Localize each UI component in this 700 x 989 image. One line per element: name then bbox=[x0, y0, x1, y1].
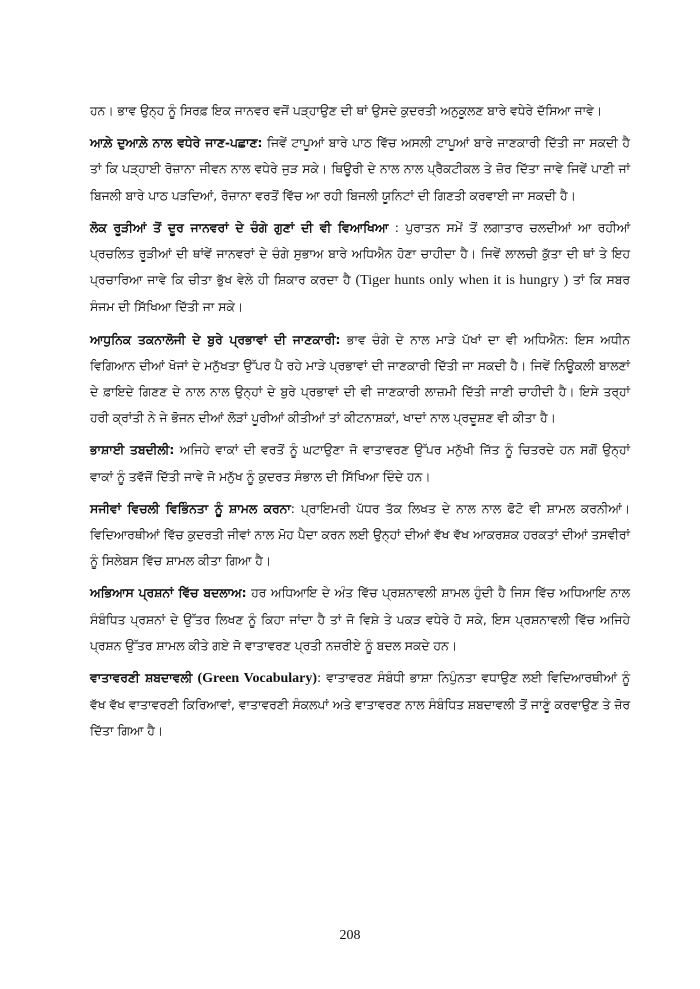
paragraph-text: : ਪ੍ਰਾਇਮਰੀ ਪੱਧਰ ਤੱਕ ਲਿਖਤ ਦੇ ਨਾਲ ਨਾਲ ਫੋਟੋ ਵੀ ਸ਼ਾਮਲ ਕਰਨੀਆਂ। ਵਿਦਿਆਰਥੀਆਂ ਵਿੱਚ ਕੁਦਰਤੀ ਜੀਵਾਂ ਨਾਲ ਮੋਹ ਪੈਦਾ ਕਰਨ ਲਈ ਉਨ੍ਹਾਂ ਦੀਆਂ ਵੱਖ ਵੱਖ ਆਕਰਸ਼ਕ ਹਰਕਤਾਂ ਦੀਆਂ ਤਸਵੀਰਾਂ ਨੂੰ ਸਿਲੇਬਸ ਵਿੱਚ ਸ਼ਾਮਲ ਕੀਤਾ ਗਿਆ ਹੈ। bbox=[90, 501, 630, 569]
paragraph-biodiversity bbox=[90, 496, 630, 575]
paragraph-exercise-questions bbox=[90, 580, 630, 659]
paragraph-text: ਜਿਵੇਂ ਟਾਪੂਆਂ ਬਾਰੇ ਪਾਠ ਵਿੱਚ ਅਸਲੀ ਟਾਪੂਆਂ ਬਾਰੇ ਜਾਣਕਾਰੀ ਦਿੱਤੀ ਜਾ ਸਕਦੀ ਹੈ ਤਾਂ ਕਿ ਪੜ੍ਹਾਈ ਰੋਜ਼ਾਨਾ ਜੀਵਨ ਨਾਲ ਵਧੇਰੇ ਜੁੜ ਸਕੇ। ਥਿਊਰੀ ਦੇ ਨਾਲ ਨਾਲ ਪ੍ਰੈਕਟੀਕਲ ਤੇ ਜ਼ੋਰ ਦਿੱਤਾ ਜਾਵੇ ਜਿਵੇਂ ਪਾਣੀ ਜਾਂ ਬਿਜਲੀ ਬਾਰੇ ਪਾਠ ਪੜਦਿਆਂ, ਰੋਜ਼ਾਨਾ ਵਰਤੋਂ ਵਿੱਚ ਆ ਰਹੀ ਬਿਜਲੀ ਯੂਨਿਟਾਂ ਦੀ ਗਿਣਤੀ ਕਰਵਾਈ ਜਾ ਸਕਦੀ ਹੈ। bbox=[90, 136, 630, 203]
paragraph-heading: ਆਲ਼ੇ ਦੁਆਲ਼ੇ ਨਾਲ ਵਧੇਰੇ ਜਾਣ-ਪਛਾਣ: bbox=[90, 136, 263, 151]
paragraph-language-change bbox=[90, 437, 630, 489]
paragraph-surroundings bbox=[90, 130, 630, 209]
paragraph-animal-qualities bbox=[90, 215, 630, 321]
body-text bbox=[90, 98, 630, 751]
paragraph-text: ਭਾਵ ਚੰਗੇ ਦੇ ਨਾਲ ਮਾੜੇ ਪੱਖਾਂ ਦਾ ਵੀ ਅਧਿਐਨ: ਇਸ ਅਧੀਨ ਵਿਗਿਆਨ ਦੀਆਂ ਖੋਜਾਂ ਦੇ ਮਨੁੱਖਤਾ ਉੱਪਰ ਪੈ ਰਹੇ ਮਾੜੇ ਪ੍ਰਭਾਵਾਂ ਦੀ ਜਾਣਕਾਰੀ ਦਿੱਤੀ ਜਾ ਸਕਦੀ ਹੈ। ਜਿਵੇਂ ਨਿਊਕਲੀ ਬਾਲਣਾਂ ਦੇ ਫ਼ਾਇਦੇ ਗਿਣਣ ਦੇ ਨਾਲ ਨਾਲ ਉਨ੍ਹਾਂ ਦੇ ਬੁਰੇ ਪ੍ਰਭਾਵਾਂ ਦੀ ਵੀ ਜਾਣਕਾਰੀ ਲਾਜ਼ਮੀ ਦਿੱਤੀ ਜਾਣੀ ਚਾਹੀਦੀ ਹੈ। ਇਸੇ ਤਰ੍ਹਾਂ ਹਰੀ ਕ੍ਰਾਂਤੀ ਨੇ ਜੇ ਭੋਜਨ ਦੀਆਂ ਲੋੜਾਂ ਪੂਰੀਆਂ ਕੀਤੀਆਂ ਤਾਂ ਕੀਟਨਾਸ਼ਕਾਂ, ਖਾਦਾਂ ਨਾਲ ਪ੍ਰਦੂਸ਼ਣ ਵੀ ਕੀਤਾ ਹੈ। bbox=[90, 332, 630, 426]
paragraph-heading: ਸਜੀਵਾਂ ਵਿਚਲੀ ਵਿਭਿੰਨਤਾ ਨੂੰ ਸ਼ਾਮਲ ਕਰਨਾ bbox=[90, 501, 291, 516]
page-number: 208 bbox=[339, 928, 361, 943]
paragraph-heading: ਲੋਕ ਰੂੜੀਆਂ ਤੋਂ ਦੂਰ ਜਾਨਵਰਾਂ ਦੇ ਚੰਗੇ ਗੁਣਾਂ ਦੀ ਵੀ ਵਿਆਖਿਆ bbox=[90, 220, 389, 235]
paragraph-continuation bbox=[90, 98, 630, 124]
paragraph-text-after: ਤਾਂ ਕਿ ਸਬਰ ਸੰਜਮ ਦੀ ਸਿੱਖਿਆ ਦਿੱਤੀ ਜਾ ਸਕੇ। bbox=[90, 273, 630, 315]
paragraph-heading: ਅਭਿਆਸ ਪ੍ਰਸ਼ਨਾਂ ਵਿੱਚ ਬਦਲਾਅ: bbox=[90, 586, 247, 601]
paragraph-heading: ਵਾਤਾਵਰਣੀ ਸ਼ਬਦਾਵਲੀ bbox=[90, 671, 193, 686]
paragraph-text: ਅਜਿਹੇ ਵਾਕਾਂ ਦੀ ਵਰਤੋਂ ਨੂੰ ਘਟਾਉਣਾ ਜੋ ਵਾਤਾਵਰਣ ਉੱਪਰ ਮਨੁੱਖੀ ਜਿੱਤ ਨੂੰ ਚਿਤਰਦੇ ਹਨ ਸਗੋਂ ਉਨ੍ਹਾਂ ਵਾਕਾਂ ਨੂੰ ਤਵੱਜੋਂ ਦਿੱਤੀ ਜਾਵੇ ਜੋ ਮਨੁੱਖ ਨੂੰ ਕੁਦਰਤ ਸੰਭਾਲ ਦੀ ਸਿੱਖਿਆ ਦਿੰਦੇ ਹਨ। bbox=[90, 443, 630, 484]
paragraph-text: ਹਰ ਅਧਿਆਇ ਦੇ ਅੰਤ ਵਿੱਚ ਪ੍ਰਸ਼ਨਾਵਲੀ ਸ਼ਾਮਲ ਹੁੰਦੀ ਹੈ ਜਿਸ ਵਿੱਚ ਅਧਿਆਇ ਨਾਲ ਸੰਬੰਧਿਤ ਪ੍ਰਸ਼ਨਾਂ ਦੇ ਉੱਤਰ ਲਿਖਣ ਨੂੰ ਕਿਹਾ ਜਾਂਦਾ ਹੈ ਤਾਂ ਜੋ ਵਿਸ਼ੇ ਤੇ ਪਕੜ ਵਧੇਰੇ ਹੋ ਸਕੇ, ਇਸ ਪ੍ਰਸ਼ਨਾਵਲੀ ਵਿੱਚ ਅਜਿਹੇ ਪ੍ਰਸ਼ਨ ਉੱਤਰ ਸ਼ਾਮਲ ਕੀਤੇ ਗਏ ਜੋ ਵਾਤਾਵਰਣ ਪ੍ਰਤੀ ਨਜ਼ਰੀਏ ਨੂੰ ਬਦਲ ਸਕਦੇ ਹਨ। bbox=[90, 586, 630, 653]
english-quote: (Tiger hunts only when it is hungry ) bbox=[355, 273, 569, 289]
paragraph-technology-effects bbox=[90, 327, 630, 432]
paragraph-text: : ਵਾਤਾਵਰਣ ਸੰਬੰਧੀ ਭਾਸ਼ਾ ਨਿਪੁੰਨਤਾ ਵਧਾਉਣ ਲਈ ਵਿਦਿਆਰਥੀਆਂ ਨੂੰ ਵੱਖ ਵੱਖ ਵਾਤਾਵਰਣੀ ਕਿਰਿਆਵਾਂ, ਵਾਤਾਵਰਣੀ ਸੰਕਲਪਾਂ ਅਤੇ ਵਾਤਾਵਰਣ ਨਾਲ ਸੰਬੰਧਿਤ ਸ਼ਬਦਾਵਲੀ ਤੋਂ ਜਾਣੂੰ ਕਰਵਾਉਣ ਤੇ ਜ਼ੋਰ ਦਿੱਤਾ ਗਿਆ ਹੈ। bbox=[90, 671, 630, 739]
paragraph-heading: ਆਧੁਨਿਕ ਤਕਨਾਲੋਜੀ ਦੇ ਬੁਰੇ ਪ੍ਰਭਾਵਾਂ ਦੀ ਜਾਣਕਾਰੀ: bbox=[90, 332, 341, 347]
paragraph-text: ਹਨ। ਭਾਵ ਉਨ੍ਹ ਨੂੰ ਸਿਰਫ਼ ਇਕ ਜਾਨਵਰ ਵਜੋਂ ਪੜ੍ਹਾਉਣ ਦੀ ਥਾਂ ਉਸਦੇ ਕੁਦਰਤੀ ਅਨੁਕੂਲਣ ਬਾਰੇ ਵਧੇਰੇ ਦੱਸਿਆ ਜਾਵੇ। bbox=[90, 104, 603, 118]
paragraph-heading: ਭਾਸ਼ਾਈ ਤਬਦੀਲੀ: bbox=[90, 443, 175, 458]
paragraph-text: : ਪੁਰਾਤਨ ਸਮੇਂ ਤੋਂ ਲਗਾਤਾਰ ਚਲਦੀਆਂ ਆ ਰਹੀਆਂ ਪ੍ਰਚਲਿਤ ਰੂੜੀਆਂ ਦੀ ਥਾਂਵੇਂ ਜਾਨਵਰਾਂ ਦੇ ਚੰਗੇ ਸੁਭਾਅ ਬਾਰੇ ਅਧਿਐਨ ਹੋਣਾ ਚਾਹੀਦਾ ਹੈ। ਜਿਵੇਂ ਲਾਲਚੀ ਕੁੱਤਾ ਦੀ ਥਾਂ ਤੇ ਇਹ ਪ੍ਰਚਾਰਿਆ ਜਾਵੇ ਕਿ ਚੀਤਾ ਭੁੱਖ ਵੇਲੇ ਹੀ ਸ਼ਿਕਾਰ ਕਰਦਾ ਹੈ bbox=[90, 220, 630, 288]
paragraph-heading-english: (Green Vocabulary) bbox=[197, 671, 318, 687]
paragraph-green-vocabulary bbox=[90, 665, 630, 745]
